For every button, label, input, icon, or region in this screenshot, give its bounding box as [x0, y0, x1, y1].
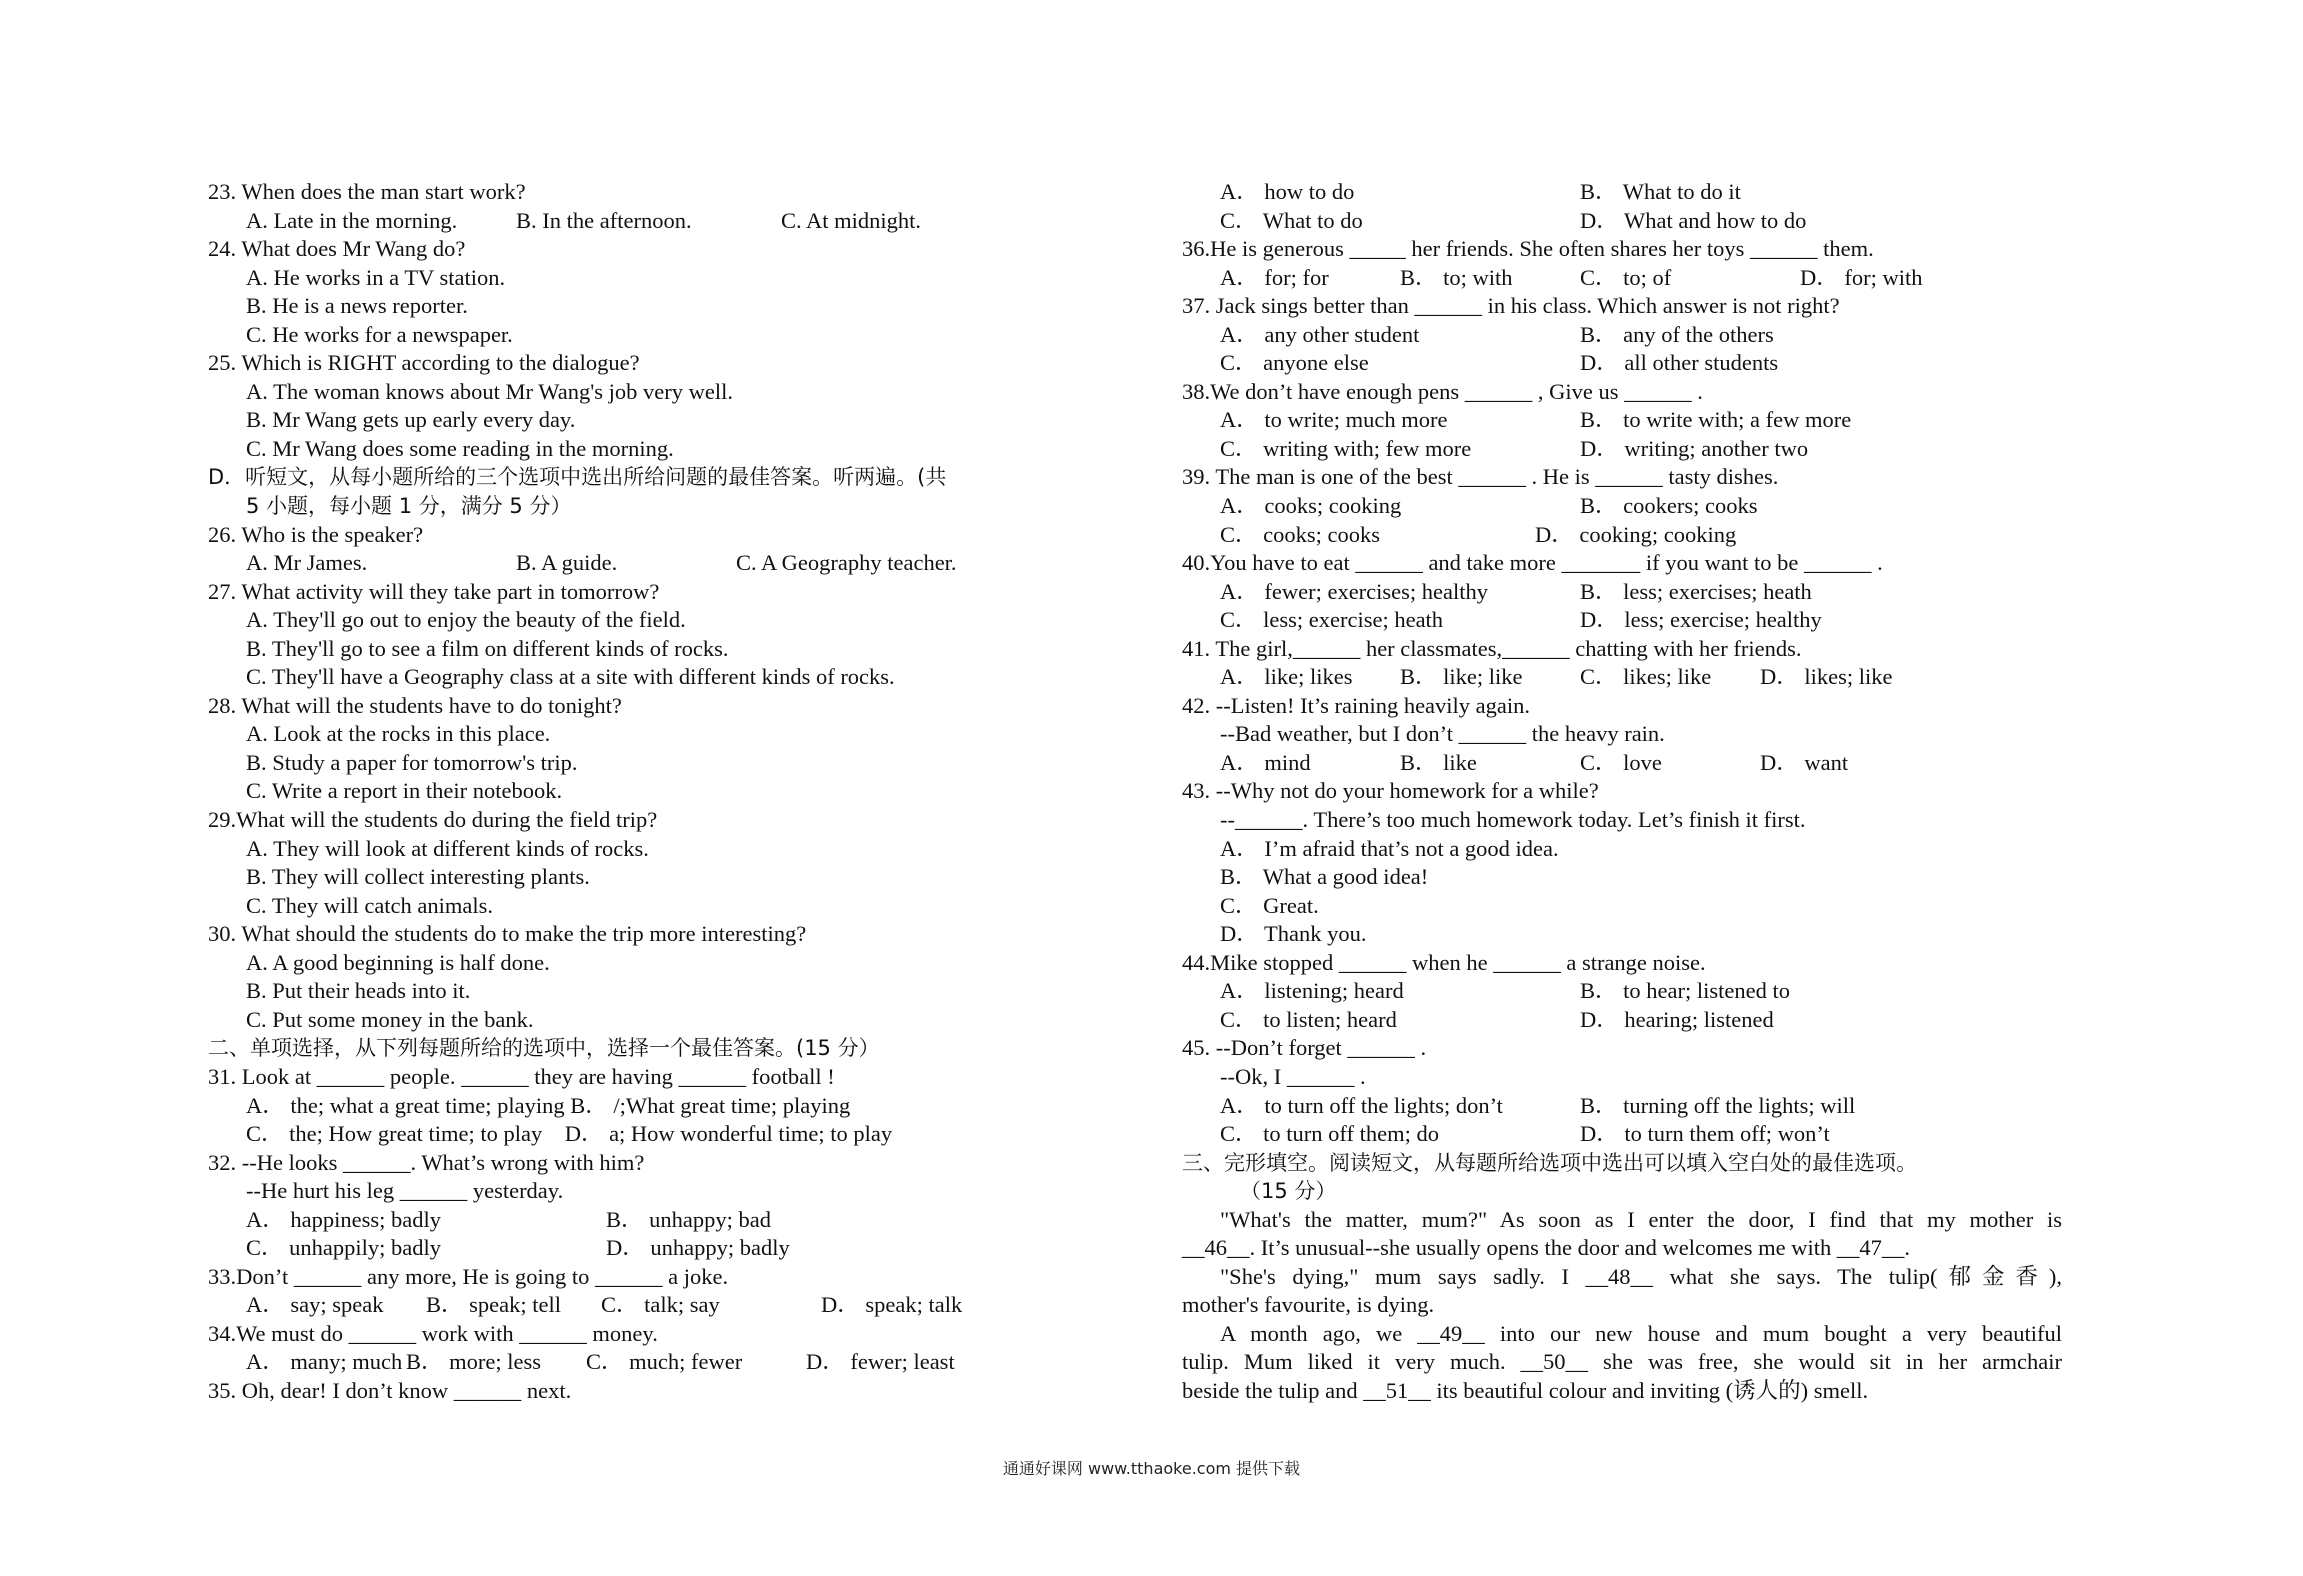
option-text: C． love	[1580, 749, 1662, 775]
page-footer: 通通好课网 www.tthaoke.com 提供下载	[1002, 1459, 1301, 1478]
left-line: 二、单项选择，从下列每题所给的选项中，选择一个最佳答案。(15 分）	[208, 1036, 880, 1061]
right-line	[1182, 606, 2062, 635]
right-line	[1182, 264, 2062, 293]
option-text: D． for; with	[1800, 264, 1923, 290]
option-text: B． like; like	[1400, 664, 1523, 690]
left-line	[208, 1291, 1168, 1320]
option-text: B． like	[1400, 749, 1477, 775]
right-line: --Bad weather, but I don’t ______ the heavy rain.	[1220, 721, 1665, 747]
option-text: B． more; less	[406, 1349, 541, 1375]
left-line: A. Look at the rocks in this place.	[246, 721, 551, 747]
left-line	[208, 1206, 1168, 1235]
right-line: 40.You have to eat ______ and take more _______ if you want to be ______ .	[1182, 550, 1883, 576]
left-line: A. He works in a TV station.	[246, 264, 506, 290]
right-line: 44.Mike stopped ______ when he ______ a strange noise.	[1182, 949, 1706, 975]
option-text: B． turning off the lights; will	[1580, 1092, 1856, 1118]
right-line	[1182, 1006, 2062, 1035]
option-text: C. At midnight.	[781, 207, 922, 233]
option-text: A． to turn off the lights; don’t	[1220, 1092, 1503, 1118]
option-text: C. A Geography teacher.	[736, 550, 957, 576]
left-line: B. Mr Wang gets up early every day.	[246, 407, 576, 433]
left-column	[208, 178, 1168, 1406]
option-text: A． to write; much more	[1220, 407, 1448, 433]
option-text: B. A guide.	[516, 550, 618, 576]
right-line: "What's the matter, mum?" As soon as I enter the door, I find that my mother is	[1220, 1206, 2062, 1232]
right-line: --Ok, I ______ .	[1220, 1063, 1366, 1089]
right-line: 41. The girl,______ her classmates,______ chatting with her friends.	[1182, 635, 1802, 661]
option-text: A． cooks; cooking	[1220, 493, 1402, 519]
left-line: C. They'll have a Geography class at a site with different kinds of rocks.	[246, 664, 895, 690]
right-line: 42. --Listen! It’s raining heavily again.	[1182, 692, 1531, 718]
right-line	[1182, 207, 2062, 236]
option-text: A． listening; heard	[1220, 978, 1404, 1004]
option-text: C． cooks; cooks	[1220, 521, 1380, 547]
left-line: 35. Oh, dear! I don’t know ______ next.	[208, 1377, 572, 1403]
right-line	[1182, 178, 2062, 207]
left-line: 5 小题，每小题 1 分，满分 5 分）	[246, 494, 572, 519]
left-line: 34.We must do ______ work with ______ money.	[208, 1320, 658, 1346]
left-line: 30. What should the students do to make the trip more interesting?	[208, 921, 807, 947]
right-line: beside the tulip and __51__ its beautiful colour and inviting (诱人的) smell.	[1182, 1377, 1869, 1403]
option-text: A． how to do	[1220, 179, 1355, 204]
left-line: B. Put their heads into it.	[246, 978, 471, 1004]
left-line: 32. --He looks ______. What’s wrong with him?	[208, 1149, 645, 1175]
option-text: A． happiness; badly	[246, 1206, 441, 1232]
left-line: 27. What activity will they take part in tomorrow?	[208, 578, 660, 604]
right-line	[1182, 663, 2062, 692]
option-text: D． to turn them off; won’t	[1580, 1121, 1830, 1147]
option-text: C． less; exercise; heath	[1220, 607, 1444, 633]
left-line: C. He works for a newspaper.	[246, 321, 513, 347]
option-text: C． to; of	[1580, 264, 1672, 290]
left-line: A. They'll go out to enjoy the beauty of the field.	[246, 607, 686, 633]
option-text: D． speak; talk	[821, 1292, 963, 1318]
left-line	[208, 1348, 1168, 1377]
option-text: A． many; much	[246, 1349, 403, 1375]
right-line	[1182, 977, 2062, 1006]
left-line: B. He is a news reporter.	[246, 293, 468, 319]
right-line: 38.We don’t have enough pens ______ , Give us ______ .	[1182, 378, 1703, 404]
left-line: C. They will catch animals.	[246, 892, 494, 918]
option-text: B． to; with	[1400, 264, 1513, 290]
right-line: 45. --Don’t forget ______ .	[1182, 1035, 1427, 1061]
option-text: A． fewer; exercises; healthy	[1220, 578, 1489, 604]
right-line: --______. There’s too much homework today. Let’s finish it first.	[1220, 807, 1806, 833]
right-line: （15 分）	[1240, 1179, 1337, 1204]
right-line	[1182, 1120, 2062, 1149]
left-line: 28. What will the students have to do tonight?	[208, 692, 622, 718]
right-line: mother's favourite, is dying.	[1182, 1292, 1435, 1318]
left-line: D．听短文，从每小题所给的三个选项中选出所给问题的最佳答案。听两遍。(共	[208, 465, 947, 490]
option-text: D． unhappy; badly	[606, 1235, 790, 1261]
option-text: A． say; speak	[246, 1292, 384, 1318]
left-line: B. Study a paper for tomorrow's trip.	[246, 749, 578, 775]
right-line: B． What a good idea!	[1220, 864, 1429, 890]
option-text: A. Late in the morning.	[246, 207, 458, 233]
option-text: B． to write with; a few more	[1580, 407, 1852, 433]
left-line: 33.Don’t ______ any more, He is going to ______ a joke.	[208, 1263, 729, 1289]
option-text: B． cookers; cooks	[1580, 493, 1758, 519]
left-line: B. They will collect interesting plants.	[246, 864, 590, 890]
right-line: 三、完形填空。阅读短文，从每题所给选项中选出可以填入空白处的最佳选项。	[1182, 1150, 1917, 1175]
option-text: D． writing; another two	[1580, 435, 1809, 461]
left-line: C. Mr Wang does some reading in the morning.	[246, 435, 674, 461]
option-text: B． speak; tell	[426, 1292, 561, 1318]
right-line	[1182, 521, 2062, 550]
option-text: D． fewer; least	[806, 1349, 955, 1375]
option-text: D． hearing; listened	[1580, 1006, 1774, 1032]
right-line: D． Thank you.	[1220, 921, 1367, 947]
option-text: B． What to do it	[1580, 179, 1741, 204]
option-text: C． writing with; few more	[1220, 435, 1472, 461]
right-line	[1182, 749, 2062, 778]
right-line	[1182, 349, 2062, 378]
option-text: D． What and how to do	[1580, 207, 1807, 233]
option-text: C． much; fewer	[586, 1349, 743, 1375]
option-text: A． mind	[1220, 749, 1311, 775]
left-line: 29.What will the students do during the field trip?	[208, 807, 658, 833]
right-line: 37. Jack sings better than ______ in his class. Which answer is not right?	[1182, 293, 1840, 319]
option-text: B． less; exercises; heath	[1580, 578, 1812, 604]
right-line: A． I’m afraid that’s not a good idea.	[1220, 835, 1559, 861]
left-line	[208, 549, 1168, 578]
right-column	[1182, 178, 2062, 1406]
left-line: --He hurt his leg ______ yesterday.	[246, 1178, 564, 1204]
right-line	[1182, 578, 2062, 607]
option-text: C． to turn off them; do	[1220, 1121, 1439, 1147]
right-line: A month ago, we __49__ into our new house and mum bought a very beautiful	[1220, 1320, 2062, 1346]
option-text: B． to hear; listened to	[1580, 978, 1790, 1004]
option-text: A． any other student	[1220, 321, 1420, 347]
right-line: __46__. It’s unusual--she usually opens the door and welcomes me with __47__.	[1182, 1235, 1911, 1261]
left-line	[208, 1234, 1168, 1263]
option-text: D． likes; like	[1760, 664, 1893, 690]
left-line: 31. Look at ______ people. ______ they are having ______ football !	[208, 1063, 835, 1089]
option-text: A． like; likes	[1220, 664, 1353, 690]
option-text: A． for; for	[1220, 264, 1329, 290]
option-text: C． anyone else	[1220, 350, 1369, 376]
option-text: C． unhappily; badly	[246, 1235, 441, 1261]
right-line: 43. --Why not do your homework for a while?	[1182, 778, 1599, 804]
option-text: D． want	[1760, 749, 1849, 775]
left-line: C． the; How great time; to play D． a; How wonderful time; to play	[246, 1121, 893, 1147]
option-text: A. Mr James.	[246, 550, 368, 576]
option-text: C． likes; like	[1580, 664, 1712, 690]
option-text: C． to listen; heard	[1220, 1006, 1397, 1032]
left-line: 26. Who is the speaker?	[208, 521, 424, 547]
right-line	[1182, 435, 2062, 464]
left-line: A. A good beginning is half done.	[246, 949, 550, 975]
left-line: 25. Which is RIGHT according to the dialogue?	[208, 350, 640, 376]
right-line	[1182, 321, 2062, 350]
left-line: A. They will look at different kinds of rocks.	[246, 835, 649, 861]
option-text: D． cooking; cooking	[1535, 521, 1737, 547]
right-line: 39. The man is one of the best ______ . He is ______ tasty dishes.	[1182, 464, 1779, 490]
option-text: D． all other students	[1580, 350, 1779, 376]
option-text: B． unhappy; bad	[606, 1206, 771, 1232]
left-line: A． the; what a great time; playing B． /;What great time; playing	[246, 1092, 851, 1118]
left-line	[208, 207, 1168, 236]
option-text: C． talk; say	[601, 1292, 720, 1318]
left-line: 23. When does the man start work?	[208, 179, 526, 204]
right-line	[1182, 492, 2062, 521]
right-line: tulip. Mum liked it very much. __50__ she was free, she would sit in her armchair	[1182, 1349, 2062, 1375]
option-text: D． less; exercise; healthy	[1580, 607, 1822, 633]
left-line: C. Put some money in the bank.	[246, 1006, 534, 1032]
option-text: B. In the afternoon.	[516, 207, 692, 233]
left-line: C. Write a report in their notebook.	[246, 778, 563, 804]
left-line: 24. What does Mr Wang do?	[208, 236, 466, 262]
option-text: B． any of the others	[1580, 321, 1774, 347]
left-line: A. The woman knows about Mr Wang's job very well.	[246, 378, 733, 404]
right-line: 36.He is generous _____ her friends. She often shares her toys ______ them.	[1182, 236, 1874, 262]
right-line: C． Great.	[1220, 892, 1319, 918]
right-line: "She's dying," mum says sadly. I __48__ what she says. The tulip(郁金香),	[1220, 1263, 2062, 1289]
right-line	[1182, 1092, 2062, 1121]
left-line: B. They'll go to see a film on different kinds of rocks.	[246, 635, 729, 661]
right-line	[1182, 406, 2062, 435]
option-text: C． What to do	[1220, 207, 1363, 233]
